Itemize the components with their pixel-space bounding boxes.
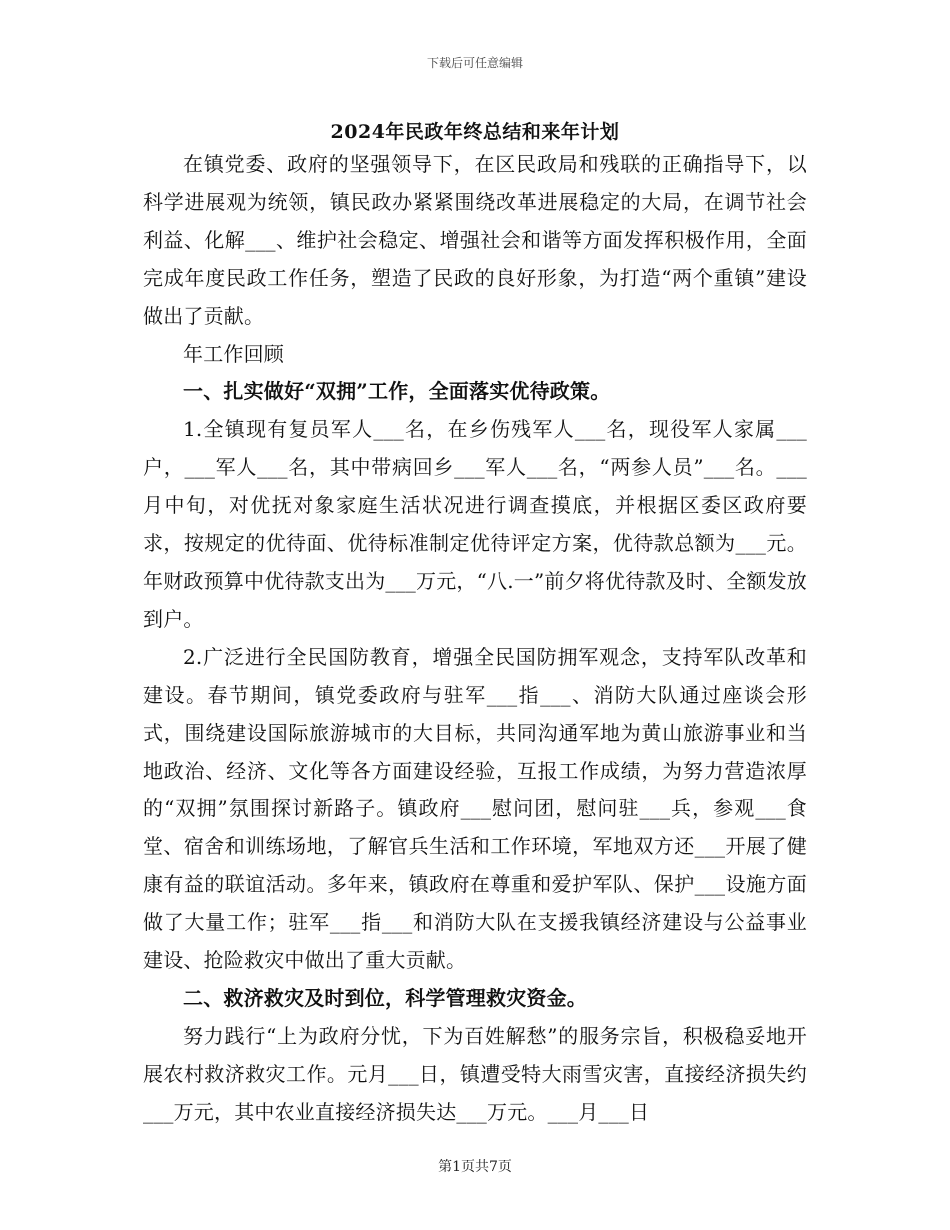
section-label-review: 年工作回顾 — [183, 341, 284, 366]
paragraph-item-1: 1.全镇现有复员军人___名，在乡伤残军人___名，现役军人家属___户，___军人___名，其中带病回乡___军人___名，“两参人员”___名。___月中旬，对优抚对象家庭生活状况进行调查摸底，并根据区委区政府要求，按规定的优待面、优待标准制定优待评定方案，优待款总额为___元。年财政预算中优待款支出为___万元，“八.一”前夕将优待款及时、全额发放到户。 — [143, 417, 808, 631]
intro-paragraph: 在镇党委、政府的坚强领导下，在区民政局和残联的正确指导下，以科学进展观为统领，镇民政办紧紧围绕改革进展稳定的大局，在调节社会利益、化解___、维护社会稳定、增强社会和谐等方面发挥积极作用，全面完成年度民政工作任务，塑造了民政的良好形象，为打造“两个重镇”建设做出了贡献。 — [143, 152, 807, 328]
document-body — [143, 146, 807, 1132]
document-title: 2024年民政年终总结和来年计划 — [330, 121, 620, 143]
page-number: 第1页共7页 — [438, 1159, 512, 1175]
download-note: 下载后可任意编辑 — [426, 56, 523, 70]
section-heading-1: 一、扎实做好“双拥”工作，全面落实优待政策。 — [183, 379, 611, 404]
section-heading-2: 二、救济救灾及时到位，科学管理救灾资金。 — [183, 985, 587, 1010]
paragraph-relief: 努力践行“上为政府分忧，下为百姓解愁”的服务宗旨，积极稳妥地开展农村救济救灾工作。元月___日，镇遭受特大雨雪灾害，直接经济损失约___万元，其中农业直接经济损失达___万元。___月___日 — [143, 1023, 807, 1124]
paragraph-item-2: 2.广泛进行全民国防教育，增强全民国防拥军观念，支持军队改革和建设。春节期间，镇党委政府与驻军___指___、消防大队通过座谈会形式，围绕建设国际旅游城市的大目标，共同沟通军地为黄山旅游事业和当地政治、经济、文化等各方面建设经验，互报工作成绩，为努力营造浓厚的“双拥”氛围探讨新路子。镇政府___慰问团，慰问驻___兵，参观___食堂、宿舍和训练场地，了解官兵生活和工作环境，军地双方还___开展了健康有益的联谊活动。多年来，镇政府在尊重和爱护军队、保护___设施方面做了大量工作；驻军___指___和消防大队在支援我镇经济建设与公益事业建设、抢险救灾中做出了重大贡献。 — [143, 644, 807, 973]
